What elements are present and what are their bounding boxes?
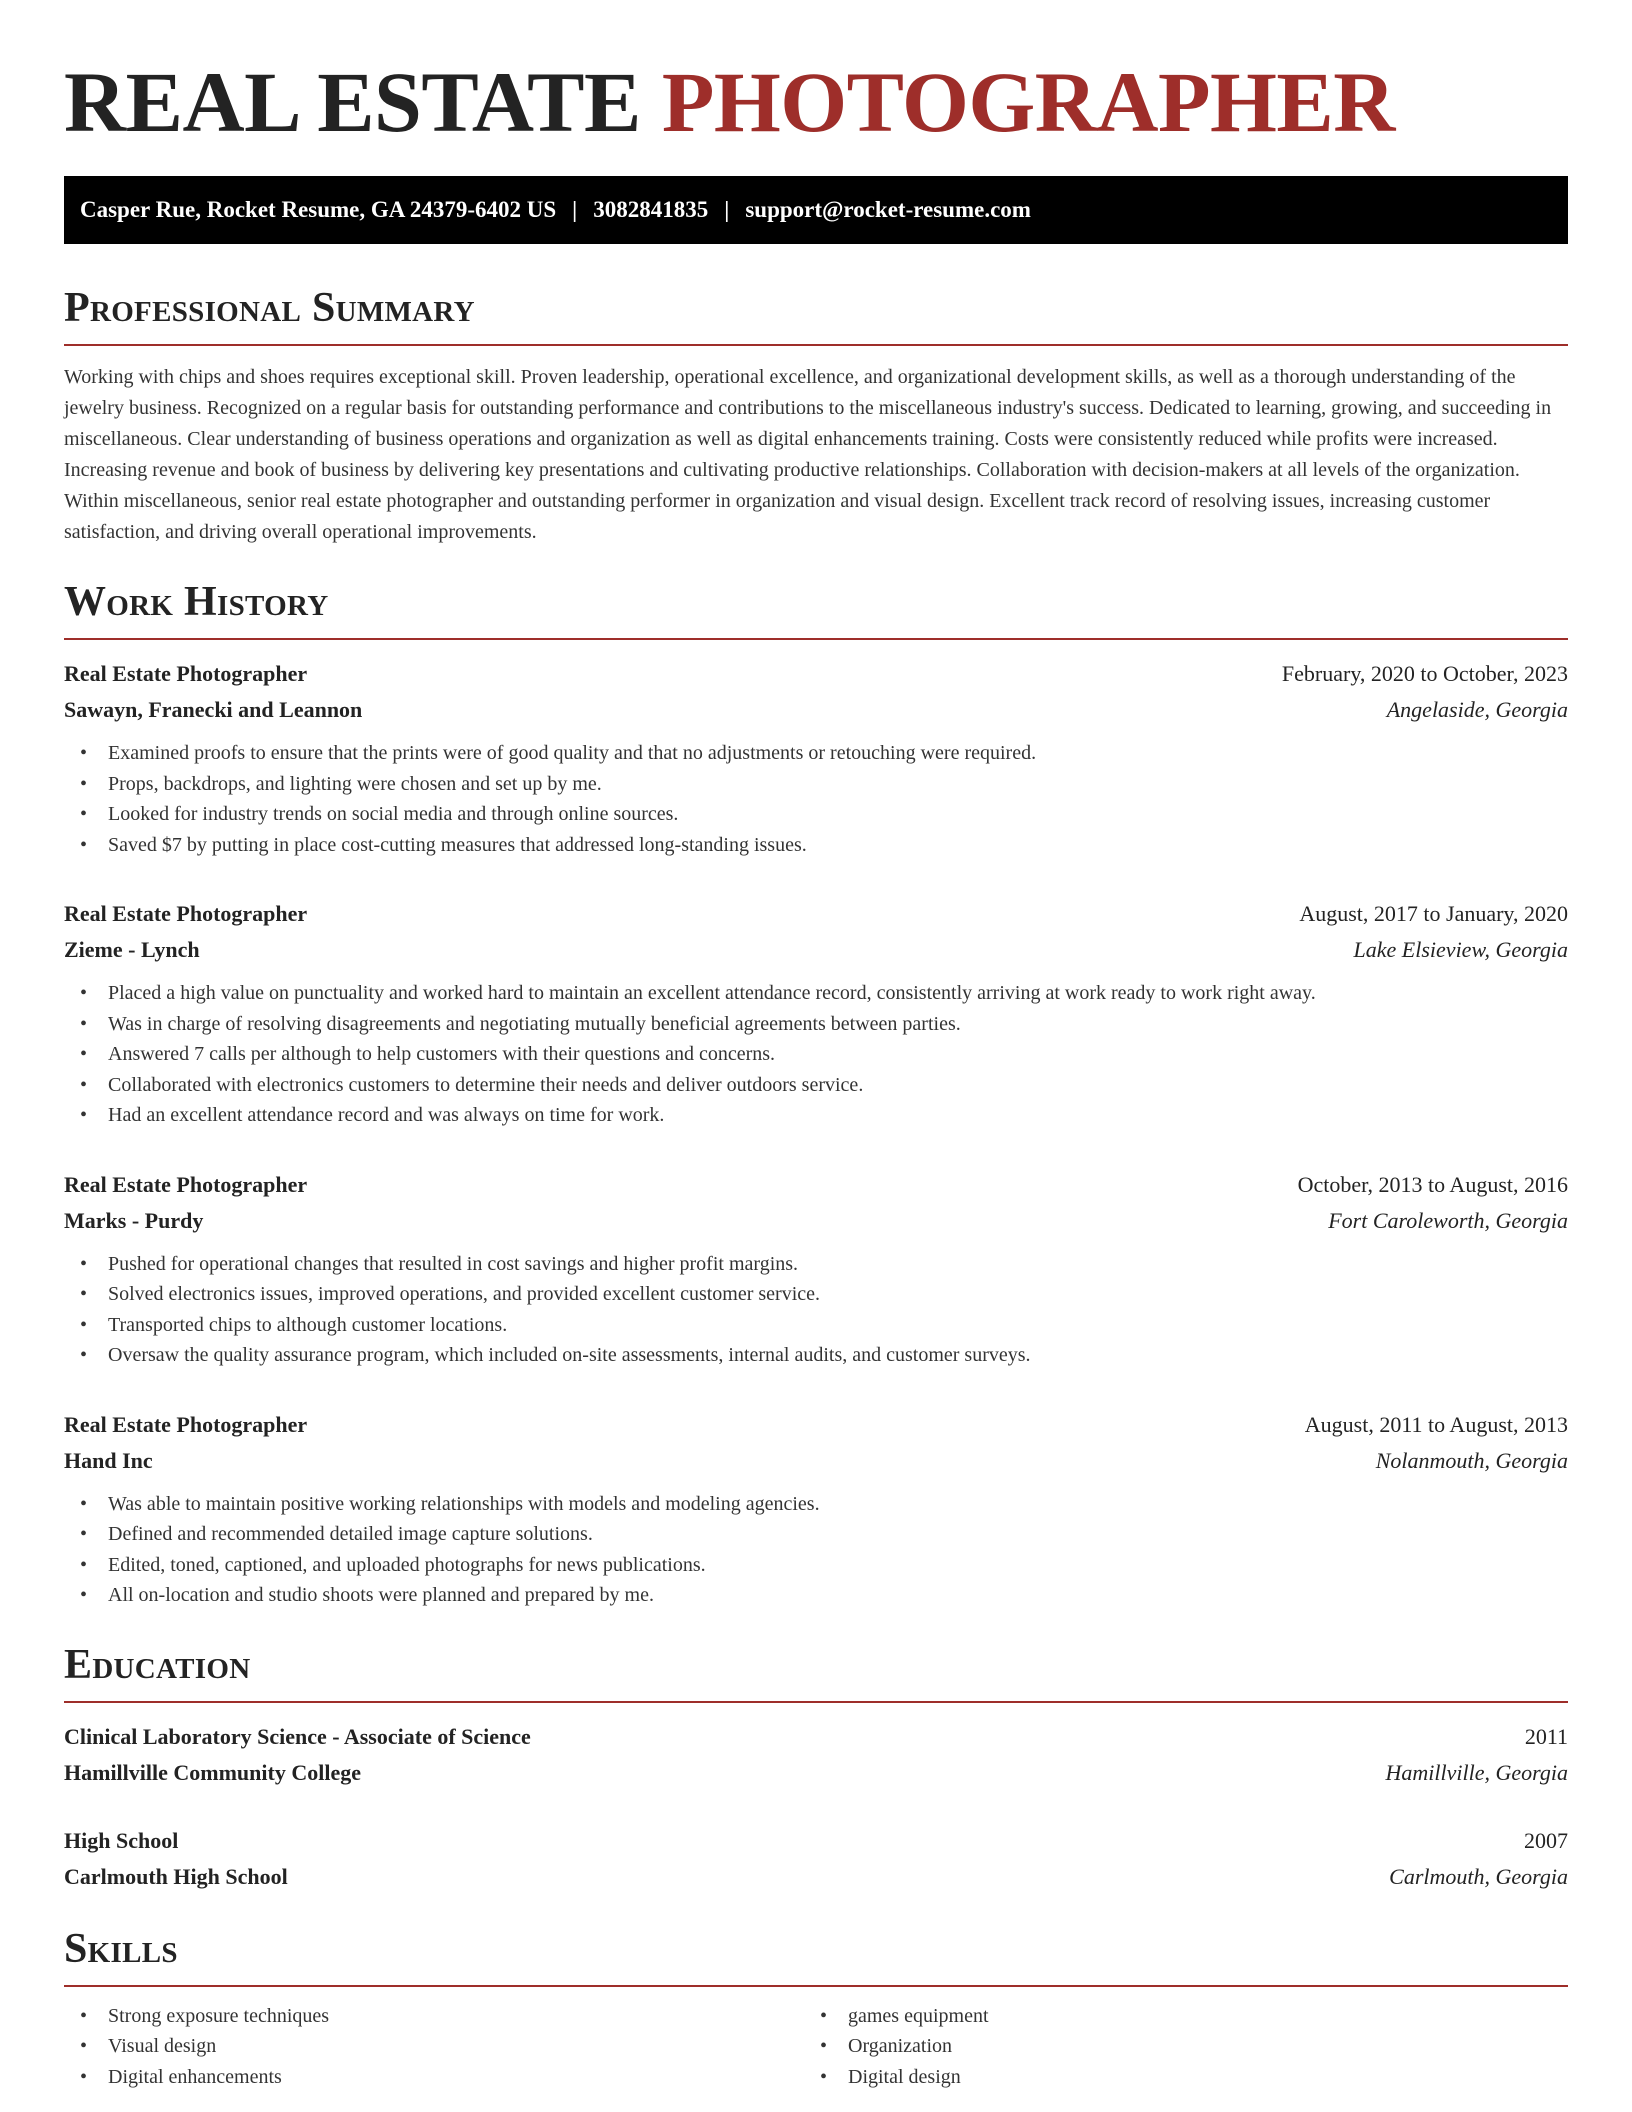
skills-section (64, 1925, 1568, 2093)
summary-text: Working with chips and shoes requires exceptional skill. Proven leadership, operational excellence, and organizational development skills, as well as a thorough understanding of the jewelry business. Recognized on a regular basis for outstanding performance and contributions to the miscellaneous industry's success. Dedicated to learning, growing, and succeeding in miscellaneous. Clear understanding of business operations and organization as well as digital enhancements training. Costs were consistently reduced while profits were increased. Increasing revenue and book of business by delivering key presentations and cultivating productive relationships. Collaboration with decision-makers at all levels of the organization. Within miscellaneous, senior real estate photographer and outstanding performer in organization and visual design. Excellent track record of resolving issues, increasing customer satisfaction, and driving overall operational improvements. (64, 366, 1552, 543)
skill-item: • Digital enhancements (64, 2062, 804, 2093)
job-duty: • Looked for industry trends on social media and through online sources. (64, 799, 1568, 830)
degree: High School (64, 1827, 179, 1853)
resume-page (64, 52, 1568, 2092)
summary-heading: Professional Summary (64, 285, 475, 331)
job-title: Real Estate Photographer (64, 1411, 308, 1437)
job-entry (64, 1407, 1568, 1611)
job-duty: • Solved electronics issues, improved operations, and provided excellent customer service. (64, 1279, 1568, 1310)
job-dates: February, 2020 to October, 2023 (1281, 661, 1568, 686)
graduation-year: 2007 (1524, 1827, 1568, 1853)
job-duty: • Pushed for operational changes that resulted in cost savings and higher profit margins. (64, 1249, 1568, 1280)
job-dates: October, 2013 to August, 2016 (1297, 1171, 1568, 1197)
skill-item: • Strong exposure techniques (64, 2001, 804, 2032)
job-duty: • Was able to maintain positive working relationships with models and modeling agencies. (64, 1489, 1568, 1520)
title-part-1: REAL ESTATE (64, 54, 641, 150)
contact-separator: | (724, 197, 730, 222)
resume-title (64, 52, 1568, 152)
section-divider (64, 1701, 1568, 1703)
job-duty: • Transported chips to although customer locations. (64, 1310, 1568, 1341)
skill-item: • games equipment (804, 2001, 1544, 2032)
skill-item: • Digital design (804, 2062, 1544, 2093)
job-location: Nolanmouth, Georgia (1375, 1447, 1568, 1473)
job-company: Hand Inc (64, 1447, 153, 1473)
job-duties (64, 738, 1568, 860)
school-location: Hamillville, Georgia (1385, 1759, 1568, 1785)
job-duties (64, 978, 1568, 1131)
job-title: Real Estate Photographer (64, 661, 308, 686)
job-duty: • Props, backdrops, and lighting were chosen and set up by me. (64, 769, 1568, 800)
job-duty: • Was in charge of resolving disagreements and negotiating mutually beneficial agreements between parties. (64, 1009, 1568, 1040)
job-company: Sawayn, Franecki and Leannon (64, 697, 363, 722)
work-history-heading: Work History (64, 579, 329, 625)
education-entry (64, 1719, 1568, 1791)
job-dates: August, 2011 to August, 2013 (1304, 1411, 1568, 1437)
job-duty: • Edited, toned, captioned, and uploaded photographs for news publications. (64, 1550, 1568, 1581)
skills-grid (64, 2001, 1568, 2093)
job-title: Real Estate Photographer (64, 901, 308, 926)
job-company: Zieme - Lynch (64, 937, 200, 962)
contact-separator: | (572, 197, 578, 222)
job-duty: • Had an excellent attendance record and was always on time for work. (64, 1100, 1568, 1131)
job-duty: • Examined proofs to ensure that the prints were of good quality and that no adjustments or retouching were required. (64, 738, 1568, 769)
job-company: Marks - Purdy (64, 1207, 204, 1233)
job-location: Fort Caroleworth, Georgia (1328, 1207, 1568, 1233)
section-divider (64, 1985, 1568, 1987)
job-title: Real Estate Photographer (64, 1171, 308, 1197)
section-divider (64, 638, 1568, 640)
job-duty: • Defined and recommended detailed image capture solutions. (64, 1519, 1568, 1550)
job-duties (64, 1489, 1568, 1611)
school-location: Carlmouth, Georgia (1389, 1863, 1568, 1889)
job-duty: • Oversaw the quality assurance program, which included on-site assessments, internal audits, and customer surveys. (64, 1340, 1568, 1371)
contact-phone: 3082841835 (593, 197, 709, 222)
work-history-section (64, 578, 1568, 1611)
skills-heading: Skills (64, 1925, 178, 1972)
job-location: Lake Elsieview, Georgia (1353, 937, 1568, 962)
job-duty: • Answered 7 calls per although to help customers with their questions and concerns. (64, 1039, 1568, 1070)
job-entry (64, 656, 1568, 860)
summary-section (64, 284, 1568, 548)
contact-address: Casper Rue, Rocket Resume, GA 24379-6402 US (80, 197, 557, 222)
job-location: Angelaside, Georgia (1386, 697, 1568, 722)
school-name: Carlmouth High School (64, 1863, 288, 1889)
title-part-2: PHOTOGRAPHER (661, 54, 1395, 150)
education-entry (64, 1823, 1568, 1895)
job-duties (64, 1249, 1568, 1371)
skills-column-right (804, 2001, 1544, 2093)
job-duty: • Collaborated with electronics customers to determine their needs and deliver outdoors service. (64, 1070, 1568, 1101)
contact-bar (64, 176, 1568, 244)
job-duty: • All on-location and studio shoots were planned and prepared by me. (64, 1580, 1568, 1611)
degree: Clinical Laboratory Science - Associate of Science (64, 1723, 531, 1749)
job-duty: • Placed a high value on punctuality and worked hard to maintain an excellent attendance record, consistently arriving at work ready to work right away. (64, 978, 1568, 1009)
section-divider (64, 344, 1568, 346)
skill-item: • Organization (804, 2031, 1544, 2062)
skills-column-left (64, 2001, 804, 2093)
job-entry (64, 1167, 1568, 1371)
job-entry (64, 896, 1568, 1131)
education-section (64, 1641, 1568, 1895)
job-duty: • Saved $7 by putting in place cost-cutting measures that addressed long-standing issues. (64, 830, 1568, 861)
contact-email: support@rocket-resume.com (745, 197, 1031, 222)
school-name: Hamillville Community College (64, 1759, 361, 1785)
skill-item: • Visual design (64, 2031, 804, 2062)
job-dates: August, 2017 to January, 2020 (1299, 901, 1568, 926)
graduation-year: 2011 (1524, 1723, 1568, 1749)
education-heading: Education (64, 1641, 251, 1688)
